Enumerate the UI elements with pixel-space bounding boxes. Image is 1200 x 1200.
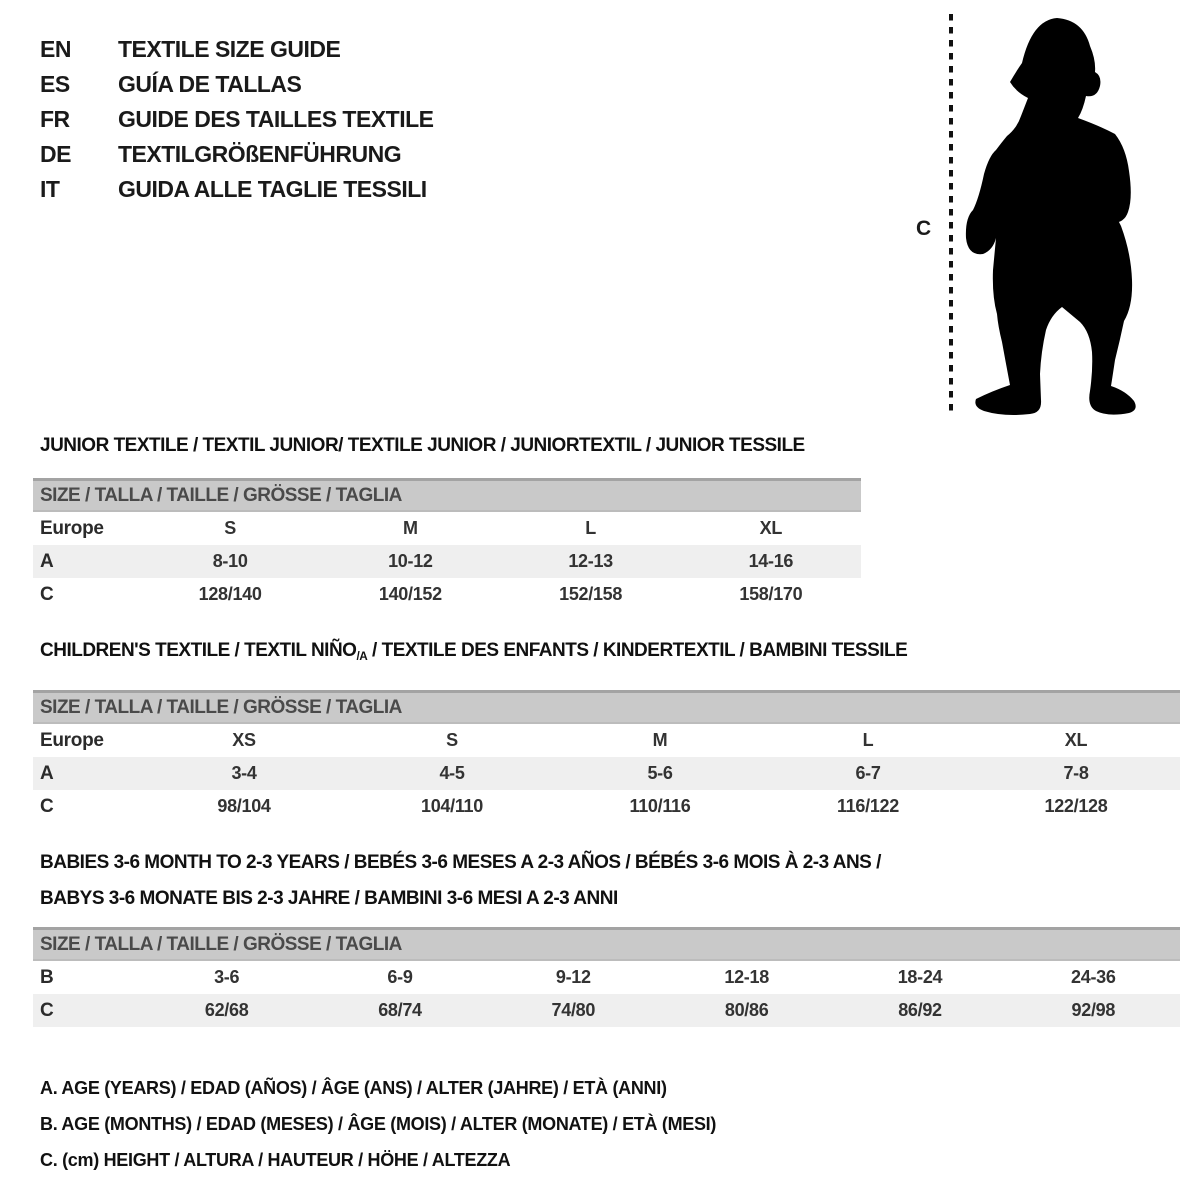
months-cell: 6-9 — [387, 967, 413, 987]
row-label: Europe — [40, 518, 104, 539]
age-cell: 5-6 — [647, 763, 673, 783]
height-cell: 92/98 — [1071, 1000, 1116, 1020]
height-cell: 86/92 — [898, 1000, 942, 1020]
row-label: C — [40, 796, 54, 817]
age-cell: 7-8 — [1063, 763, 1089, 783]
row-label: B — [40, 967, 54, 988]
height-cell: 116/122 — [837, 796, 899, 816]
row-label: C — [40, 584, 54, 605]
months-cell: 12-18 — [724, 967, 769, 987]
title-part: / TEXTILE DES ENFANTS / KINDERTEXTIL / BAMBINI TESSILE — [367, 640, 908, 661]
guide-title: TEXTILGRÖßENFÜHRUNG — [118, 141, 402, 167]
toddler-silhouette — [966, 18, 1136, 415]
age-cell: 10-12 — [388, 551, 433, 571]
size-header-bar: SIZE / TALLA / TAILLE / GRÖSSE / TAGLIA — [33, 927, 1180, 961]
table-row-height — [33, 994, 1180, 1027]
junior-textile-section — [33, 435, 861, 611]
table-row-height — [33, 578, 861, 611]
table-row-age — [33, 545, 861, 578]
table-row-europe — [33, 512, 861, 545]
height-cell: 68/74 — [378, 1000, 422, 1020]
guide-title: GUIDE DES TAILLES TEXTILE — [118, 106, 434, 132]
toddler-figure — [905, 8, 1155, 420]
months-cell: 18-24 — [897, 967, 943, 987]
language-code: EN — [40, 36, 71, 62]
age-cell: 12-13 — [568, 551, 613, 571]
guide-title: GUIDA ALLE TAGLIE TESSILI — [118, 176, 427, 202]
height-cell: 110/116 — [629, 796, 691, 816]
babies-title-line2: BABYS 3-6 MONATE BIS 2-3 JAHRE / BAMBINI 3-6 MESI A 2-3 ANNI — [40, 888, 618, 909]
months-cell: 24-36 — [1071, 967, 1116, 987]
childrens-section-title — [33, 640, 1180, 664]
guide-title: TEXTILE SIZE GUIDE — [118, 36, 341, 62]
language-code: IT — [40, 176, 60, 202]
size-cell: XL — [1064, 730, 1088, 750]
row-label: A — [40, 551, 54, 572]
size-cell: S — [446, 730, 458, 750]
language-row-fr — [40, 102, 434, 137]
childrens-textile-section — [33, 640, 1180, 823]
junior-section-title: JUNIOR TEXTILE / TEXTIL JUNIOR/ TEXTILE JUNIOR / JUNIORTEXTIL / JUNIOR TESSILE — [40, 435, 805, 456]
size-header-bar: SIZE / TALLA / TAILLE / GRÖSSE / TAGLIA — [33, 478, 861, 512]
language-code: ES — [40, 71, 70, 97]
age-cell: 6-7 — [855, 763, 881, 783]
size-cell: M — [403, 518, 418, 538]
legend-block — [40, 1070, 716, 1178]
height-cell: 122/128 — [1044, 796, 1108, 816]
age-cell: 4-5 — [439, 763, 465, 783]
size-cell: L — [585, 518, 596, 538]
height-cell: 62/68 — [204, 1000, 249, 1020]
row-label: A — [40, 763, 54, 784]
table-row-europe — [33, 724, 1180, 757]
table-row-age — [33, 757, 1180, 790]
size-cell: XL — [759, 518, 783, 538]
size-cell: M — [652, 730, 668, 750]
babies-textile-section — [33, 845, 1180, 1027]
table-row-months — [33, 961, 1180, 994]
size-cell: XS — [232, 730, 256, 750]
babies-title-line1: BABIES 3-6 MONTH TO 2-3 YEARS / BEBÉS 3-6 MESES A 2-3 AÑOS / BÉBÉS 3-6 MOIS À 2-3 ANS / — [40, 852, 881, 873]
legend-height-cm: C. (cm) HEIGHT / ALTURA / HAUTEUR / HÖHE / ALTEZZA — [40, 1150, 511, 1170]
height-cell: 152/158 — [559, 584, 623, 604]
height-cell: 104/110 — [421, 796, 483, 816]
row-label: Europe — [40, 730, 104, 751]
height-measure-label: C — [916, 217, 932, 240]
age-cell: 8-10 — [212, 551, 248, 571]
language-row-de — [40, 137, 434, 172]
legend-age-years: A. AGE (YEARS) / EDAD (AÑOS) / ÂGE (ANS) / ALTER (JAHRE) / ETÀ (ANNI) — [40, 1078, 667, 1098]
months-cell: 9-12 — [555, 967, 591, 987]
height-cell: 158/170 — [739, 584, 803, 604]
height-cell: 74/80 — [551, 1000, 596, 1020]
legend-age-months: B. AGE (MONTHS) / EDAD (MESES) / ÂGE (MOIS) / ALTER (MONATE) / ETÀ (MESI) — [40, 1114, 717, 1134]
language-row-it — [40, 172, 434, 207]
language-row-es — [40, 67, 434, 102]
size-header-bar: SIZE / TALLA / TAILLE / GRÖSSE / TAGLIA — [33, 690, 1180, 724]
height-cell: 98/104 — [217, 796, 271, 816]
table-row-height — [33, 790, 1180, 823]
size-cell: S — [224, 518, 236, 538]
row-label: C — [40, 1000, 54, 1021]
language-code: DE — [40, 141, 71, 167]
age-cell: 3-4 — [231, 763, 257, 783]
height-cell: 80/86 — [724, 1000, 769, 1020]
age-cell: 14-16 — [748, 551, 794, 571]
language-code: FR — [40, 106, 70, 132]
height-cell: 140/152 — [378, 584, 442, 604]
language-title-block — [40, 32, 434, 207]
language-row-en — [40, 32, 434, 67]
size-cell: L — [862, 730, 874, 750]
title-subscript: /A — [356, 650, 368, 663]
babies-section-title — [33, 845, 1180, 917]
height-cell: 128/140 — [198, 584, 262, 604]
title-part: CHILDREN'S TEXTILE / TEXTIL NIÑO — [40, 640, 357, 661]
months-cell: 3-6 — [214, 967, 240, 987]
guide-title: GUÍA DE TALLAS — [118, 71, 302, 97]
